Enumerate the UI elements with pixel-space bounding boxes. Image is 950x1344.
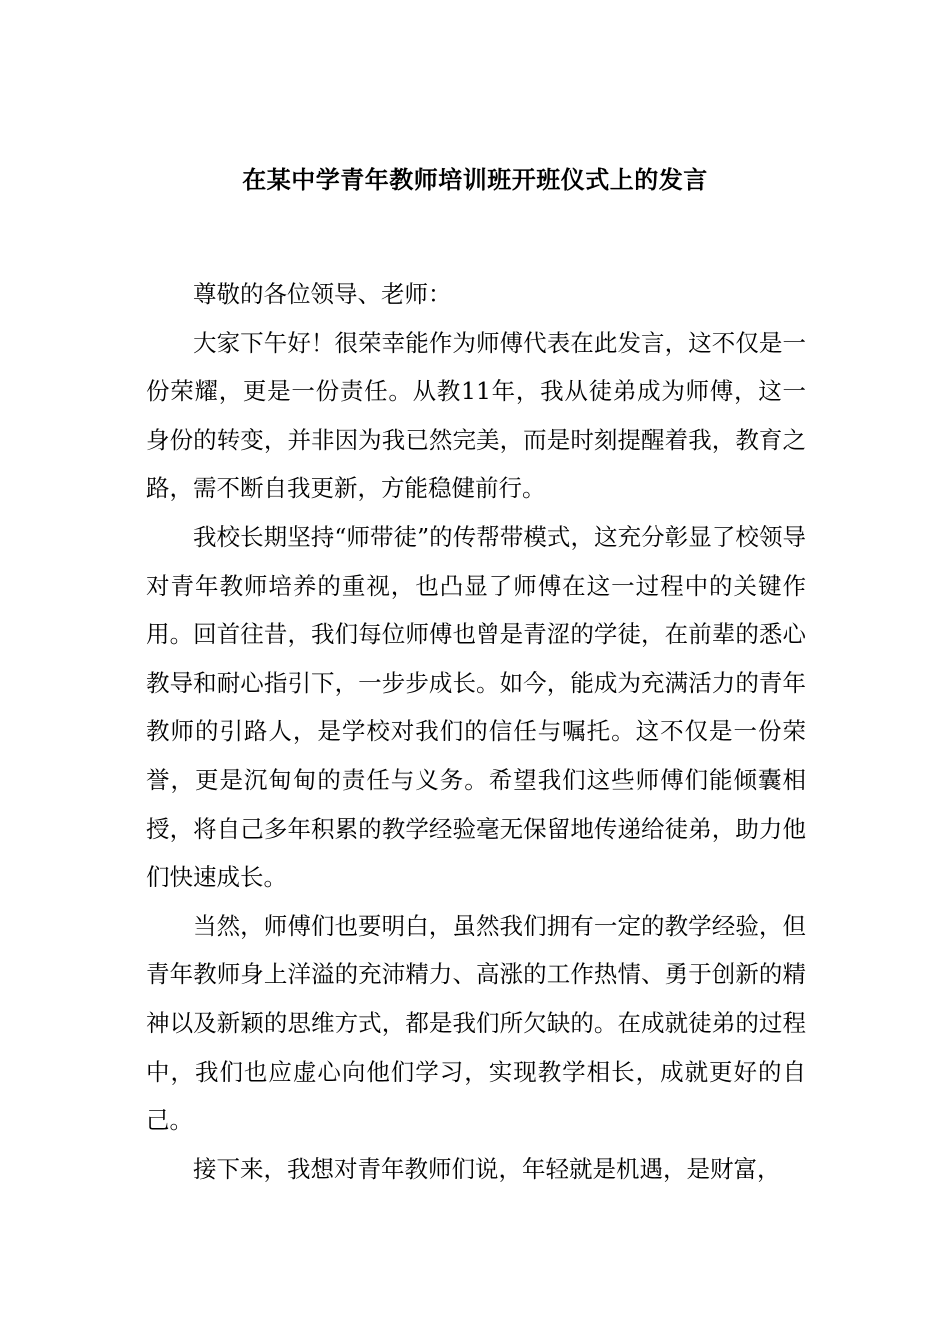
salutation: 尊敬的各位领导、老师： bbox=[193, 280, 452, 308]
document-body bbox=[146, 270, 806, 1193]
paragraph-to-young-teachers: 接下来，我想对青年教师们说，年轻就是机遇，是财富， bbox=[193, 1154, 781, 1183]
paragraph-mentoring: 我校长期坚持“师带徒”的传帮带模式，这充分彰显了校领导对青年教师培养的重视，也凸显了师傅在这一过程中的关键作用。回首往昔，我们每位师傅也曾是青涩的学徒，在前辈的悉心教导和耐心指引下，一步步成长。如今，能成为充满活力的青年教师的引路人，是学校对我们的信任与嘱托。这不仅是一份荣誉，更是沉甸甸的责任与义务。希望我们这些师傅们能倾囊相授，将自己多年积累的教学经验毫无保留地传递给徒弟，助力他们快速成长。 bbox=[146, 522, 806, 892]
document-title: 在某中学青年教师培训班开班仪式上的发言 bbox=[242, 165, 708, 194]
paragraph-mutual-learning: 当然，师傅们也要明白，虽然我们拥有一定的教学经验，但青年教师身上洋溢的充沛精力、高涨的工作热情、勇于创新的精神以及新颖的思维方式，都是我们所欠缺的。在成就徒弟的过程中，我们也应虚心向他们学习，实现教学相长，成就更好的自己。 bbox=[146, 911, 806, 1135]
paragraph-greeting: 大家下午好！很荣幸能作为师傅代表在此发言，这不仅是一份荣耀，更是一份责任。从教11年，我从徒弟成为师傅，这一身份的转变，并非因为我已然完美，而是时刻提醒着我，教育之路，需不断自我更新，方能稳健前行。 bbox=[146, 328, 806, 503]
